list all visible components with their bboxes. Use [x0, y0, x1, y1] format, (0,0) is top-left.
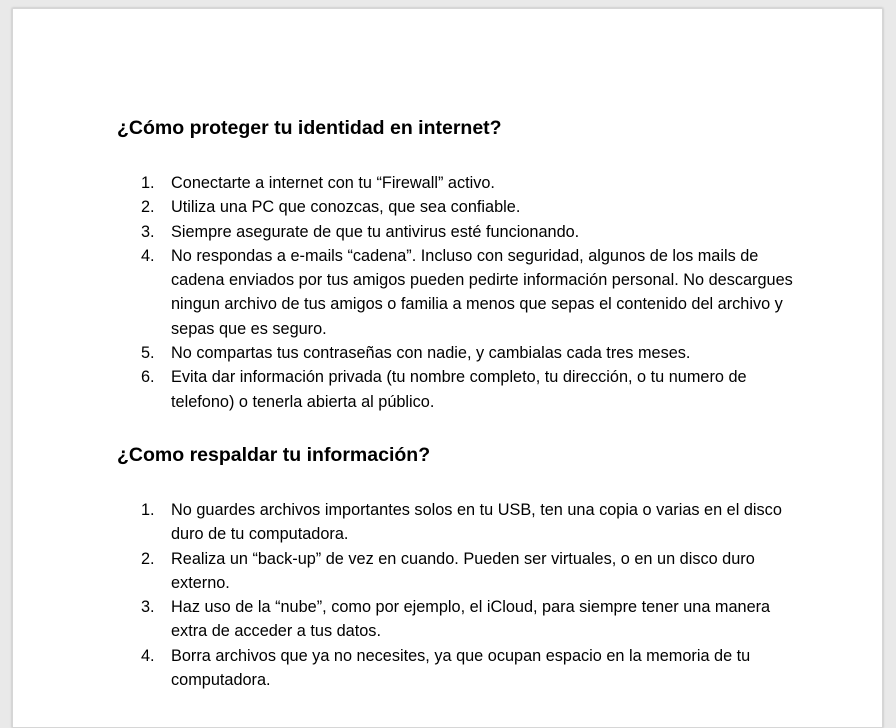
backup-info-list — [117, 498, 797, 692]
list-item — [117, 195, 797, 219]
protect-identity-list — [117, 171, 797, 414]
list-number: 2. — [141, 198, 155, 217]
list-item — [117, 171, 797, 195]
document-page — [12, 8, 883, 728]
list-item — [117, 365, 797, 414]
list-number: 6. — [141, 368, 155, 387]
list-item-text: Utiliza una PC que conozcas, que sea confiable. — [171, 198, 521, 217]
list-item-text: No guardes archivos importantes solos en tu USB, ten una copia o varias en el disco duro de tu computadora. — [171, 500, 782, 544]
document-content — [117, 115, 797, 692]
list-item — [117, 341, 797, 365]
list-item-text: Haz uso de la “nube”, como por ejemplo, el iCloud, para siempre tener una manera extra de acceder a tus datos. — [171, 598, 771, 641]
list-number: 4. — [141, 646, 155, 665]
list-number: 2. — [141, 549, 155, 568]
list-item — [117, 547, 797, 596]
list-item-text: Realiza un “back-up” de vez en cuando. Pueden ser virtuales, o en un disco duro externo. — [171, 549, 755, 592]
list-item-text: No compartas tus contraseñas con nadie, y cambialas cada tres meses. — [171, 344, 691, 363]
list-number: 3. — [141, 222, 155, 241]
list-number: 4. — [141, 246, 155, 265]
section-title-protect-identity: ¿Cómo proteger tu identidad en internet? — [117, 117, 502, 139]
list-item-text: Evita dar información privada (tu nombre completo, tu dirección, o tu numero de telefono) o tenerla abierta al público. — [171, 368, 747, 411]
list-item-text: No respondas a e-mails “cadena”. Incluso con seguridad, algunos de los mails de cadena enviados por tus amigos pueden pedirte información personal. No descargues ningun archivo de tus amigos o familia a menos que sepas el contenido del archivo y sepas que es seguro. — [171, 246, 793, 338]
list-item — [117, 244, 797, 341]
list-number: 5. — [141, 344, 155, 363]
section-title-backup-info: ¿Como respaldar tu información? — [117, 443, 431, 466]
list-item-text: Borra archivos que ya no necesites, ya que ocupan espacio en la memoria de tu computadora. — [171, 646, 751, 690]
list-item — [117, 595, 797, 644]
list-number: 3. — [141, 598, 155, 617]
list-item — [117, 220, 797, 244]
list-item-text: Conectarte a internet con tu “Firewall” activo. — [171, 174, 495, 192]
list-item-text: Siempre asegurate de que tu antivirus esté funcionando. — [171, 222, 580, 241]
list-item — [117, 498, 797, 547]
list-number: 1. — [141, 174, 155, 192]
list-number: 1. — [141, 500, 155, 519]
list-item — [117, 644, 797, 693]
